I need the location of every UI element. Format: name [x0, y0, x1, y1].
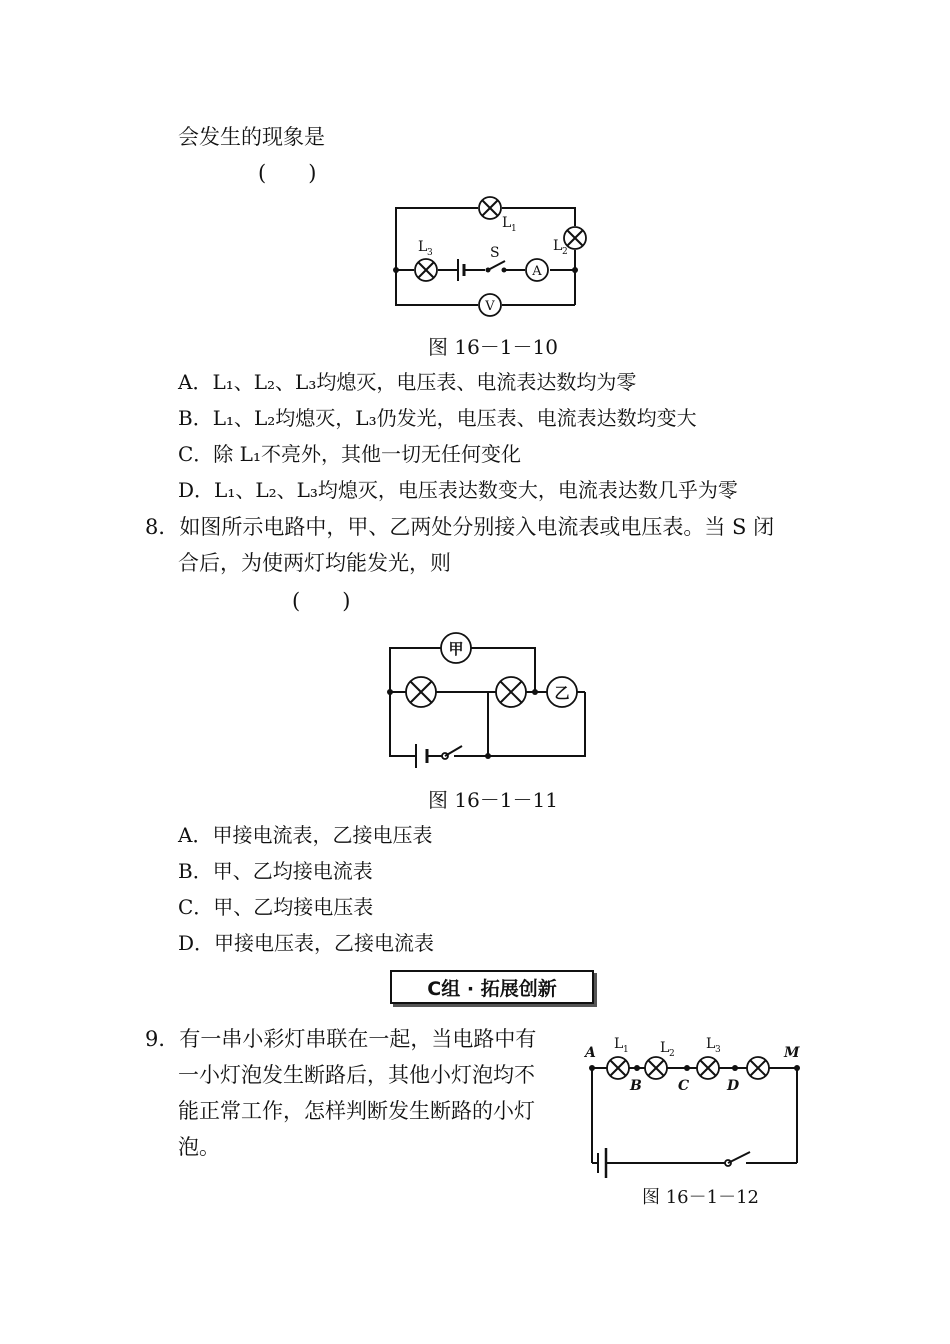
- junction-dot: [387, 689, 393, 695]
- q7-option-a: A．L₁、L₂、L₃均熄灭，电压表、电流表达数均为零: [178, 370, 637, 394]
- label-S: S: [490, 245, 500, 261]
- svg-text:2: 2: [562, 247, 568, 257]
- figure-caption-16-1-10: 图 16－1－10: [428, 335, 558, 359]
- svg-text:3: 3: [715, 1045, 721, 1055]
- lamp-L1-icon: [607, 1057, 629, 1079]
- circuit-diagram-16-1-10: [380, 195, 610, 325]
- q8-option-d: D．甲接电压表，乙接电流表: [178, 931, 435, 955]
- label-L2: L: [660, 1040, 670, 1056]
- label-B: B: [630, 1078, 642, 1094]
- circuit-diagram-16-1-12: [580, 1030, 810, 1175]
- section-banner: C组 · 拓展创新: [390, 970, 594, 1004]
- svg-text:甲: 甲: [448, 640, 464, 658]
- lamp-L2-icon: [645, 1057, 667, 1079]
- q9-stem-line2: 一小灯泡发生断路后，其他小灯泡均不: [178, 1063, 535, 1087]
- lamp-L3-icon: [415, 259, 437, 281]
- q8-stem-line1: 8．如图所示电路中，甲、乙两处分别接入电流表或电压表。当 S 闭: [145, 515, 775, 539]
- lamp-L2-icon: [564, 227, 586, 249]
- q9-stem-line3: 能正常工作，怎样判断发生断路的小灯: [178, 1099, 535, 1123]
- label-C: C: [678, 1078, 690, 1094]
- svg-text:乙: 乙: [554, 684, 570, 702]
- svg-text:A: A: [532, 264, 542, 279]
- voltmeter-icon: [479, 294, 501, 316]
- lamp-L1-icon: [479, 197, 501, 219]
- label-A: A: [585, 1045, 596, 1061]
- junction-dot: [485, 753, 491, 759]
- label-L3: L: [706, 1036, 716, 1052]
- q9-stem-line1: 9．有一串小彩灯串联在一起，当电路中有: [145, 1027, 537, 1051]
- figure-caption-16-1-11: 图 16－1－11: [428, 788, 558, 812]
- lamp-icon: [496, 677, 526, 707]
- q7-option-c: C．除 L₁不亮外，其他一切无任何变化: [178, 442, 521, 466]
- svg-text:2: 2: [669, 1049, 675, 1059]
- meter-yi: [547, 677, 577, 707]
- figure-caption-16-1-12: 图 16－1－12: [642, 1187, 759, 1208]
- circuit-diagram-16-1-11: [380, 628, 595, 763]
- label-L1: L: [502, 215, 512, 231]
- label-D: D: [727, 1078, 740, 1094]
- junction-dot: [393, 267, 399, 273]
- junction-dot: [532, 689, 538, 695]
- q9-stem-line4: 泡。: [178, 1135, 220, 1159]
- meter-jia: [441, 633, 471, 663]
- lamp-L3-icon: [697, 1057, 719, 1079]
- svg-text:1: 1: [623, 1045, 629, 1055]
- q7-answer-bracket: ( ): [258, 161, 317, 185]
- svg-text:1: 1: [511, 224, 517, 234]
- lamp-icon: [747, 1057, 769, 1079]
- label-L2: L: [553, 238, 563, 254]
- label-M: M: [784, 1045, 800, 1061]
- svg-text:3: 3: [427, 248, 433, 258]
- ammeter-icon: [526, 259, 548, 281]
- q8-stem-line2: 合后，为使两灯均能发光，则: [178, 551, 451, 575]
- junction-dot: [572, 267, 578, 273]
- q8-answer-bracket: ( ): [292, 589, 351, 613]
- label-L1: L: [614, 1036, 624, 1052]
- svg-text:V: V: [485, 299, 495, 314]
- q7-continuation-text: 会发生的现象是: [178, 125, 325, 149]
- q8-option-c: C．甲、乙均接电压表: [178, 895, 374, 919]
- q8-option-a: A．甲接电流表，乙接电压表: [178, 823, 433, 847]
- q7-option-b: B．L₁、L₂均熄灭，L₃仍发光，电压表、电流表达数均变大: [178, 406, 697, 430]
- lamp-icon: [406, 677, 436, 707]
- label-L3: L: [418, 239, 428, 255]
- q7-option-d: D．L₁、L₂、L₃均熄灭，电压表达数变大，电流表达数几乎为零: [178, 478, 738, 502]
- q8-option-b: B．甲、乙均接电流表: [178, 859, 373, 883]
